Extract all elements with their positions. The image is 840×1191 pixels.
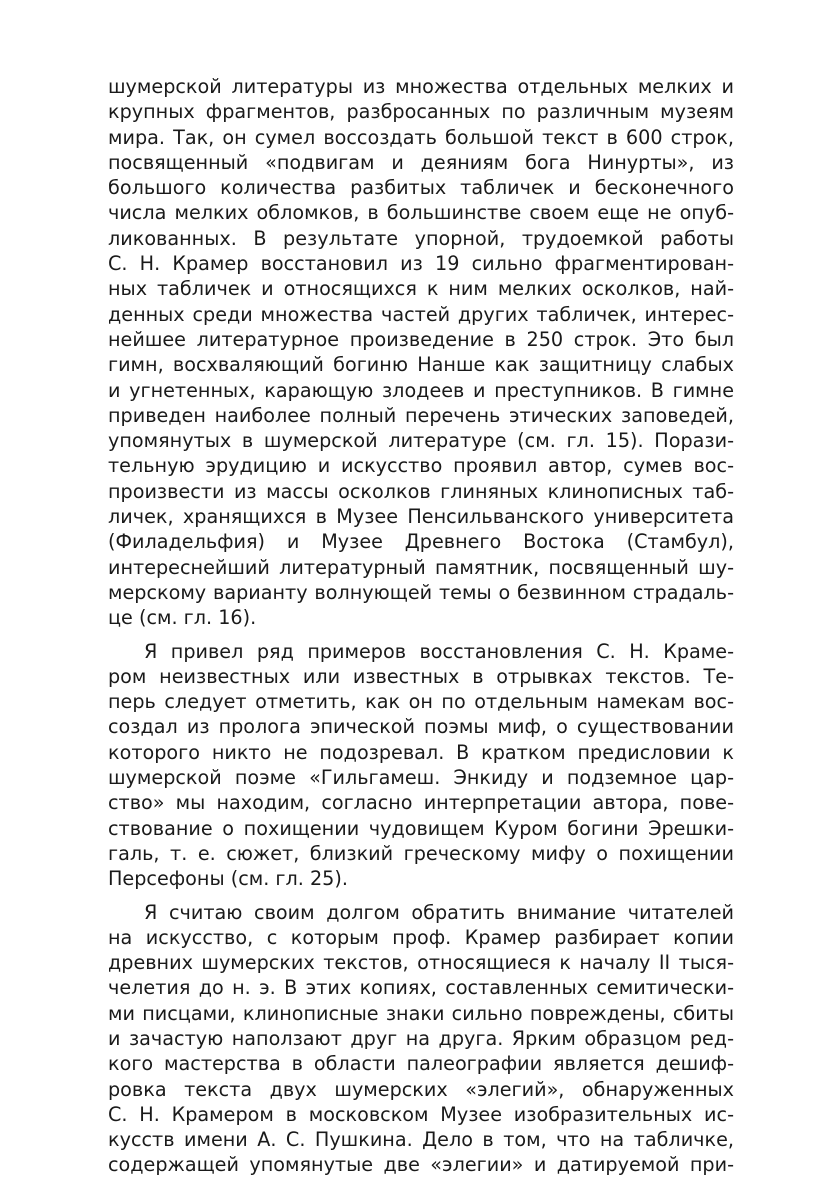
text-line: Я считаю своим долгом обратить внимание читателей [144,900,734,924]
text-line: ром неизвестных или известных в отрывках текстов. Те- [108,664,734,688]
text-line: мира. Так, он сумел воссоздать большой текст в 600 строк, [108,125,734,149]
text-line: гимн, восхваляющий богиню Нанше как защитницу слабых [108,353,734,377]
text-line: ликованных. В результате упорной, трудоемкой работы [108,226,734,250]
text-line: которого никто не подозревал. В кратком предисловии к [108,740,734,764]
text-line: шумерской литературы из множества отдельных мелких и [108,75,734,98]
text-line: ство» мы находим, согласно интерпретации автора, пове- [108,791,734,815]
text-line: личек, хранящихся в Музее Пенсильванского университета [108,505,734,529]
text-line: древних шумерских текстов, относящиеся к началу II тыся- [108,951,734,975]
text-line: ных табличек и относящихся к ним мелких осколков, най- [108,277,734,301]
text-line: ствование о похищении чудовищем Куром богини Эрешки- [108,816,734,840]
paragraph-2 [108,639,734,892]
text-line: мерскому варианту волнующей темы о безвинном страдаль- [108,580,734,604]
text-line: посвященный «подвигам и деяниям бога Нинурты», из [108,150,734,174]
text-line: це (см. гл. 16). [108,606,257,630]
text-line: числа мелких обломков, в большинстве своем еще не опуб- [108,201,734,225]
text-line: денных среди множества частей других табличек, интерес- [108,302,734,326]
text-line: челетия до н. э. В этих копиях, составленных семитически- [108,976,734,1000]
text-line: содержащей упомянутые две «элегии» и датируемой при- [108,1153,734,1177]
paragraph-1 [108,74,734,631]
text-line: кого мастерства в области палеографии является дешиф- [108,1052,734,1076]
paragraph-3 [108,900,734,1178]
text-line: и зачастую наползают друг на друга. Ярким образцом ред- [108,1026,734,1050]
text-line: ровка текста двух шумерских «элегий», обнаруженных [108,1077,734,1101]
text-line: Персефоны (см. гл. 25). [108,867,348,891]
text-line: создал из пролога эпической поэмы миф, о существовании [108,715,734,739]
text-line: ми писцами, клинописные знаки сильно повреждены, сбиты [108,1001,734,1025]
text-line: интереснейший литературный памятник, посвященный шу- [108,555,734,579]
text-line: Я привел ряд примеров восстановления С. Н. Краме- [144,639,734,663]
text-line: галь, т. е. сюжет, близкий греческому мифу о похищении [108,841,734,865]
text-line: нейшее литературное произведение в 250 строк. Это был [108,327,734,351]
text-line: упомянутых в шумерской литературе (см. гл. 15). Порази- [108,429,734,453]
text-line: тельную эрудицию и искусство проявил автор, сумев вос- [108,454,734,478]
text-line: большого количества разбитых табличек и бесконечного [108,176,734,200]
text-line: произвести из массы осколков глиняных клинописных таб- [108,479,734,503]
text-line: и угнетенных, карающую злодеев и преступников. В гимне [108,378,734,402]
text-line: перь следует отметить, как он по отдельным намекам вос- [108,690,734,714]
text-line: на искусство, с которым проф. Крамер разбирает копии [108,925,734,949]
text-line: кусств имени А. С. Пушкина. Дело в том, что на табличке, [108,1128,734,1152]
text-line: С. Н. Крамером в московском Музее изобразительных ис- [108,1102,734,1126]
page-body [108,74,734,1178]
text-line: приведен наиболее полный перечень этических заповедей, [108,403,734,427]
text-line: крупных фрагментов, разбросанных по различным музеям [108,100,734,124]
text-line: шумерской поэме «Гильгамеш. Энкиду и подземное цар- [108,766,734,790]
text-line: (Филадельфия) и Музее Древнего Востока (Стамбул), [108,530,734,554]
text-line: С. Н. Крамер восстановил из 19 сильно фрагментирован- [108,252,734,276]
